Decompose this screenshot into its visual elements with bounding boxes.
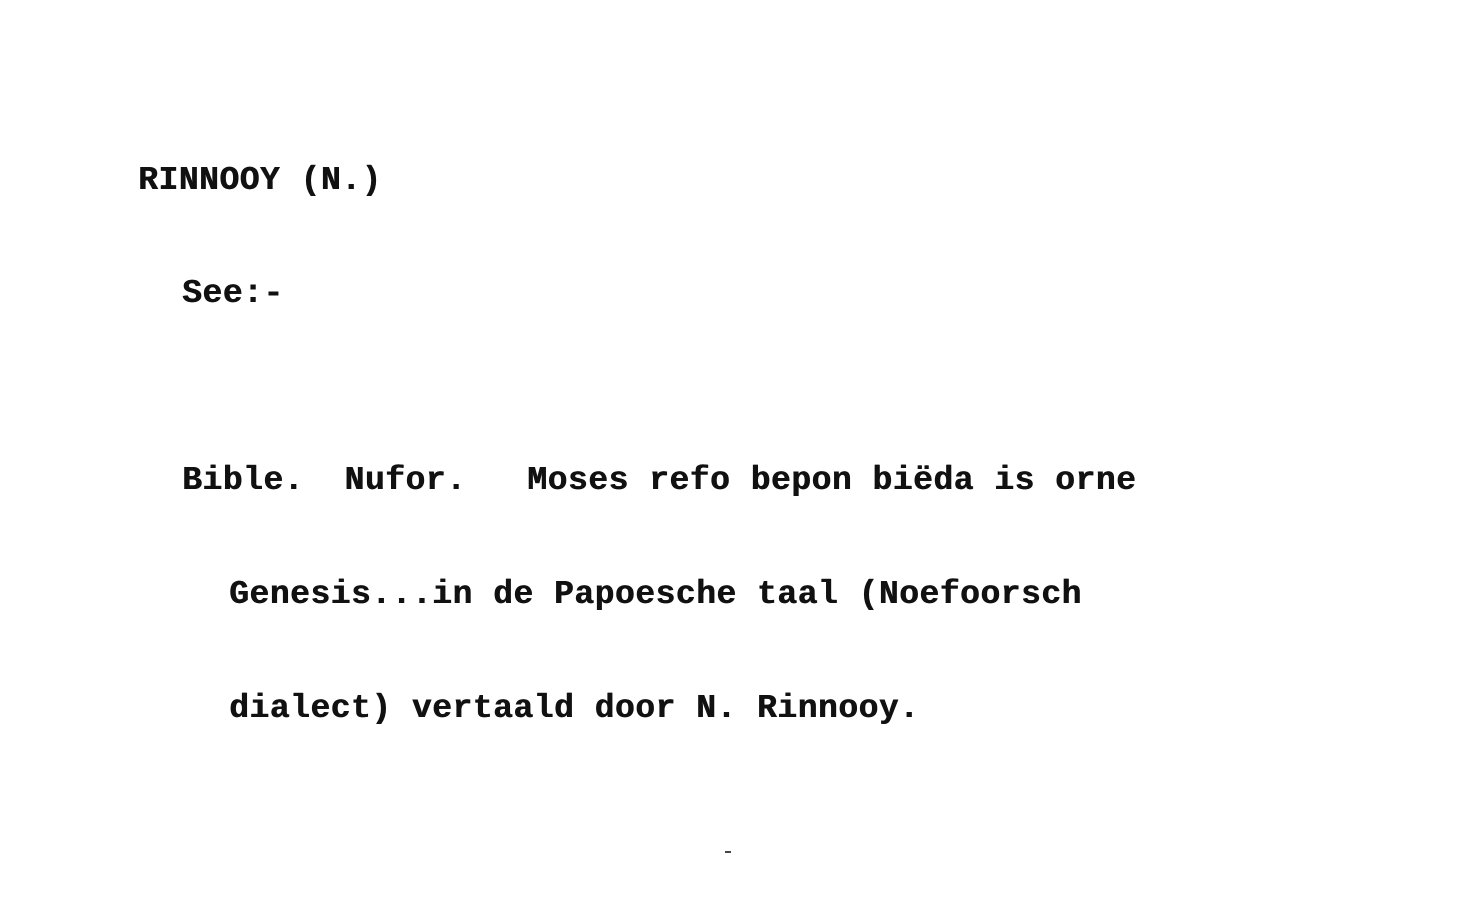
author-heading: RINNOOY (N.) xyxy=(138,162,382,199)
scan-speck xyxy=(725,851,731,853)
entry-line-2: Genesis...in de Papoesche taal (Noefoorsch xyxy=(229,576,1082,613)
cross-reference-entry xyxy=(182,386,1136,804)
entry-line-1: Bible. Nufor. Moses refo bepon biëda is orne xyxy=(182,462,1137,499)
see-reference-label: See:- xyxy=(182,275,284,312)
entry-line-3: dialect) vertaald door N. Rinnooy. xyxy=(229,690,920,727)
